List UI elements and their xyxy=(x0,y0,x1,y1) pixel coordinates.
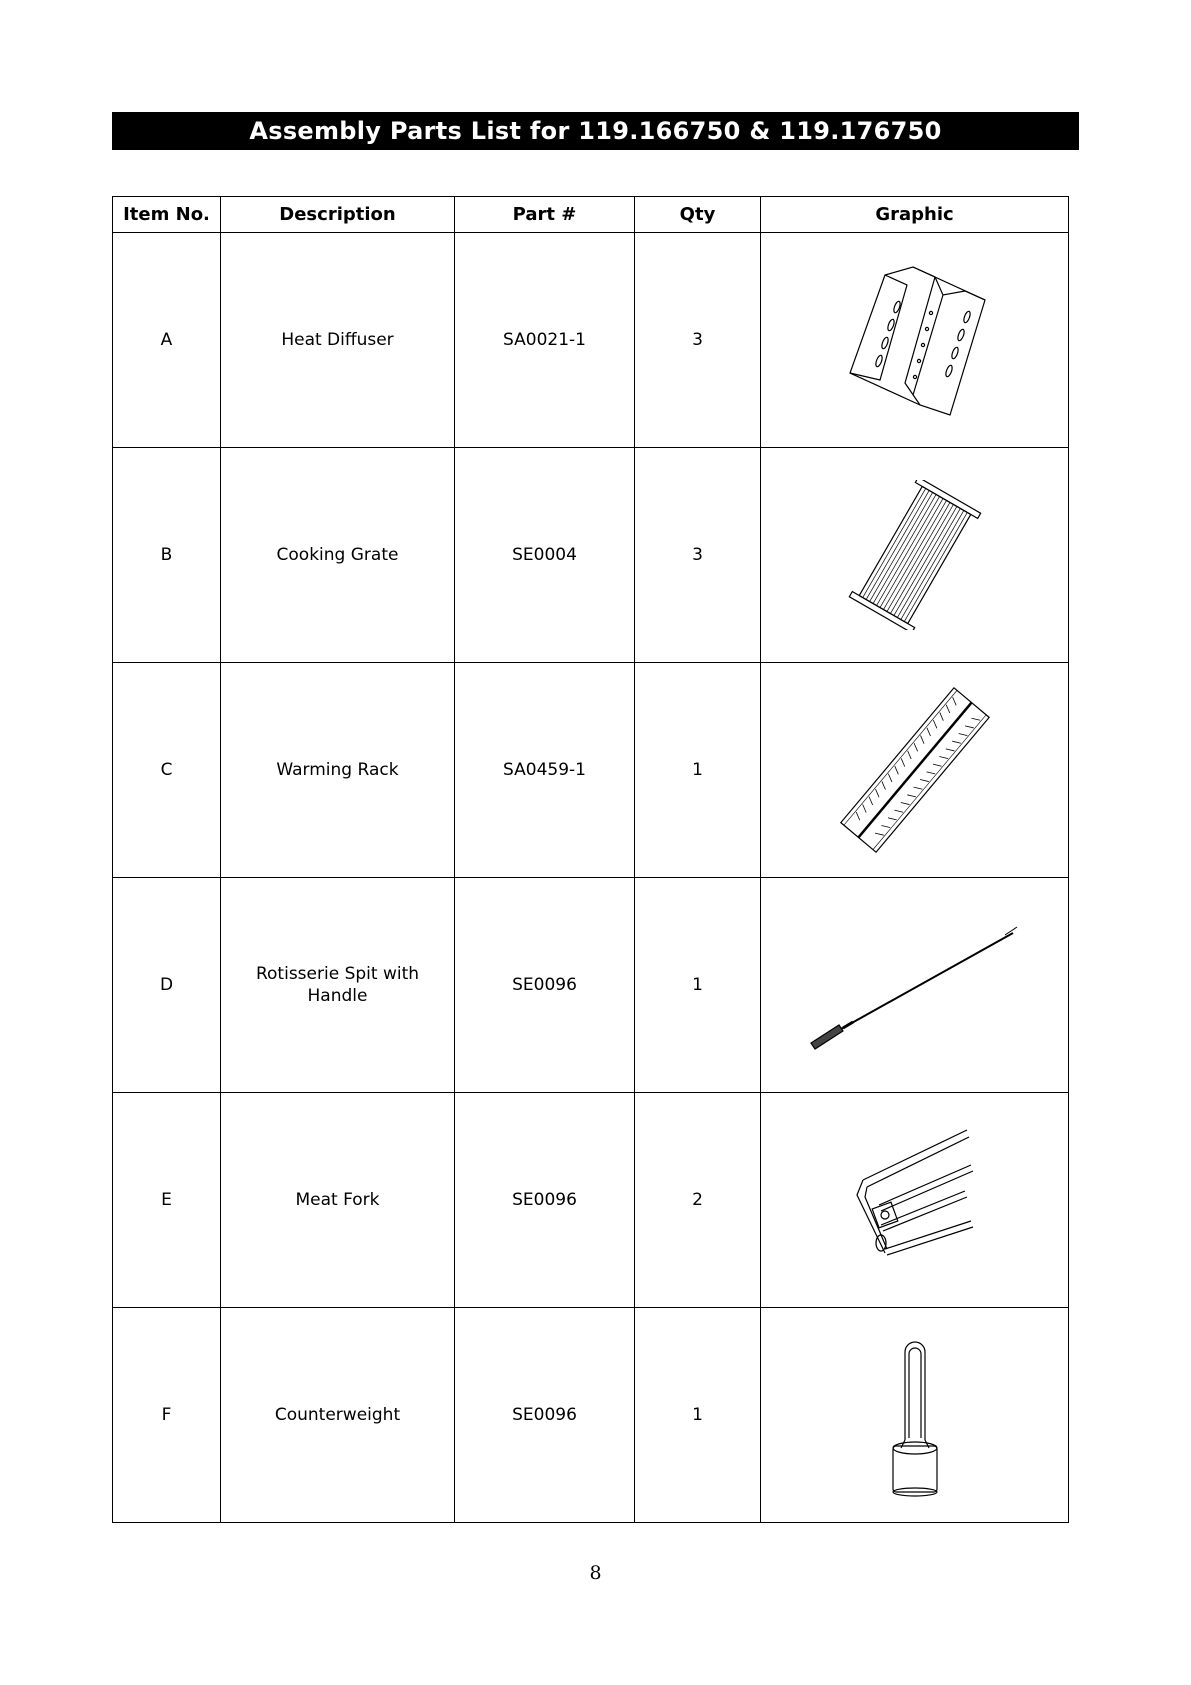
graphic-cell xyxy=(761,233,1069,448)
description-text: Counterweight xyxy=(274,1405,401,1425)
column-header-graphic: Graphic xyxy=(761,197,1069,233)
item-cell: E xyxy=(113,1093,221,1308)
qty-cell: 1 xyxy=(635,663,761,878)
page-number: 8 xyxy=(589,1562,602,1584)
item-cell: F xyxy=(113,1308,221,1523)
graphic-cell xyxy=(761,1308,1069,1523)
column-header-item: Item No. xyxy=(113,197,221,233)
part-cell: SA0459-1 xyxy=(455,663,635,878)
column-header-description: Description xyxy=(221,197,455,233)
description-cell xyxy=(221,233,455,448)
description-cell xyxy=(221,1308,455,1523)
description-text: Meat Fork xyxy=(295,1190,380,1210)
table-row xyxy=(113,663,1069,878)
part-cell: SA0021-1 xyxy=(455,233,635,448)
page-title: Assembly Parts List for 119.166750 & 119.176750 xyxy=(112,112,1079,150)
description-cell xyxy=(221,878,455,1093)
item-cell: C xyxy=(113,663,221,878)
description-text: Warming Rack xyxy=(276,760,399,780)
description-text: Cooking Grate xyxy=(276,545,399,565)
graphic-cell xyxy=(761,448,1069,663)
table-row xyxy=(113,233,1069,448)
column-header-qty: Qty xyxy=(635,197,761,233)
description-cell xyxy=(221,448,455,663)
table-row xyxy=(113,448,1069,663)
description-cell xyxy=(221,1093,455,1308)
item-cell: B xyxy=(113,448,221,663)
heat-diffuser-icon xyxy=(835,255,995,425)
graphic-cell xyxy=(761,663,1069,878)
part-cell: SE0096 xyxy=(455,1308,635,1523)
description-text: Rotisserie Spit with Handle xyxy=(255,964,420,1006)
table-row xyxy=(113,1308,1069,1523)
part-cell: SE0004 xyxy=(455,448,635,663)
column-header-part: Part # xyxy=(455,197,635,233)
description-text: Heat Diffuser xyxy=(281,330,394,350)
rotisserie-spit-icon xyxy=(805,915,1025,1055)
item-cell: D xyxy=(113,878,221,1093)
part-cell: SE0096 xyxy=(455,1093,635,1308)
table-header-row xyxy=(113,197,1069,233)
table-row xyxy=(113,878,1069,1093)
description-cell xyxy=(221,663,455,878)
counterweight-icon xyxy=(875,1330,955,1500)
graphic-cell xyxy=(761,1093,1069,1308)
part-cell: SE0096 xyxy=(455,878,635,1093)
qty-cell: 1 xyxy=(635,1308,761,1523)
item-cell: A xyxy=(113,233,221,448)
parts-table xyxy=(112,196,1069,1523)
qty-cell: 1 xyxy=(635,878,761,1093)
qty-cell: 2 xyxy=(635,1093,761,1308)
graphic-cell xyxy=(761,878,1069,1093)
table-row xyxy=(113,1093,1069,1308)
warming-rack-icon xyxy=(830,680,1000,860)
qty-cell: 3 xyxy=(635,233,761,448)
meat-fork-icon xyxy=(845,1125,985,1275)
qty-cell: 3 xyxy=(635,448,761,663)
cooking-grate-icon xyxy=(845,480,985,630)
